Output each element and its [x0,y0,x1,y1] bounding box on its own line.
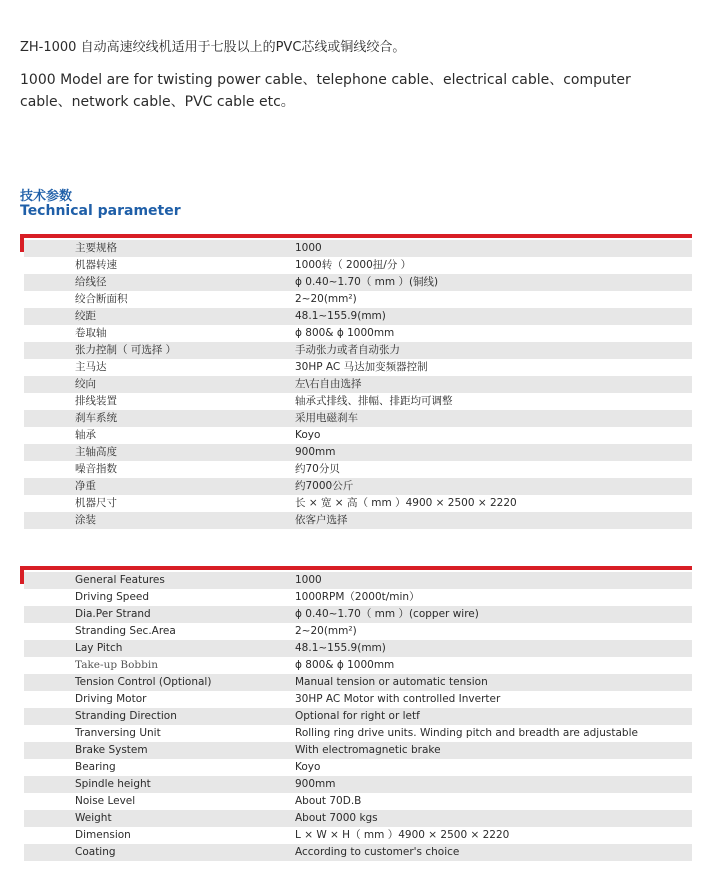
spec-value: 约70分贝 [295,463,340,475]
spec-rows-english [24,572,692,861]
table-row [24,376,692,393]
spec-label: 卷取轴 [75,327,107,339]
spec-value: 48.1~155.9(mm) [295,310,386,322]
table-header-bar [20,566,692,570]
spec-value: L × W × H（ mm ）4900 × 2500 × 2220 [295,829,510,841]
table-row [24,342,692,359]
spec-value: 长 × 宽 × 高（ mm ）4900 × 2500 × 2220 [295,497,517,509]
spec-value: Rolling ring drive units. Winding pitch and breadth are adjustable [295,727,638,739]
spec-label: Lay Pitch [75,642,123,654]
spec-label: 主要规格 [75,242,117,254]
spec-label: Stranding Sec.Area [75,625,176,637]
table-row [24,572,692,589]
spec-rows-chinese [24,240,692,529]
spec-value: 1000 [295,242,322,254]
table-row [24,240,692,257]
spec-value: 1000转（ 2000扭/分 ） [295,259,412,271]
spec-label: Noise Level [75,795,136,807]
spec-value: ϕ 0.40~1.70（ mm ）(铜线) [295,276,439,288]
spec-label: Driving Speed [75,591,150,603]
table-row [24,623,692,640]
section-title-english: Technical parameter [20,203,181,219]
spec-label: Driving Motor [75,693,147,705]
spec-label: Bearing [75,761,116,773]
spec-label: 机器转速 [75,259,117,271]
spec-label: 噪音指数 [75,463,117,475]
spec-label: 给线径 [75,276,107,288]
table-row [24,844,692,861]
table-row [24,461,692,478]
spec-label: Weight [75,812,112,824]
spec-value: Optional for right or letf [295,710,420,722]
table-row [24,393,692,410]
spec-value: Koyo [295,761,321,773]
spec-label: 刹车系统 [75,412,117,424]
spec-label: 绞向 [75,378,96,390]
table-row [24,606,692,623]
spec-label: 绞距 [75,310,96,322]
table-header-bar [20,234,692,238]
table-row [24,691,692,708]
spec-label: 轴承 [75,429,96,441]
table-row [24,657,692,674]
table-row [24,742,692,759]
table-row [24,759,692,776]
spec-value: 900mm [295,446,336,458]
spec-value: 1000 [295,574,322,586]
spec-label: Dimension [75,829,131,841]
table-row [24,793,692,810]
table-row [24,827,692,844]
spec-label: General Features [75,574,165,586]
spec-label: 绞合断面积 [75,293,128,305]
spec-value: Koyo [295,429,321,441]
spec-value: 约7000公斤 [295,480,354,492]
intro-text-english: 1000 Model are for twisting power cable、telephone cable、electrical cable、computer cable、network cable、PVC cable etc。 [20,72,631,110]
spec-value: 轴承式排线、排幅、排距均可调整 [295,395,453,407]
table-row [24,427,692,444]
spec-value: 30HP AC 马达加变频器控制 [295,361,428,373]
table-row [24,589,692,606]
spec-label: 机器尺寸 [75,497,117,509]
table-row [24,444,692,461]
table-row [24,308,692,325]
table-row [24,708,692,725]
spec-label: Brake System [75,744,148,756]
spec-value: ϕ 800& ϕ 1000mm [295,327,395,339]
table-row [24,274,692,291]
table-row [24,810,692,827]
spec-value: According to customer's choice [295,846,460,858]
spec-value: 采用电磁刹车 [295,412,358,424]
table-row [24,674,692,691]
spec-value: About 7000 kgs [295,812,378,824]
intro-text-chinese: ZH-1000 自动高速绞线机适用于七股以上的PVC芯线或铜线绞合。 [20,40,406,55]
table-row [24,478,692,495]
spec-label: 排线装置 [75,395,117,407]
spec-value: With electromagnetic brake [295,744,441,756]
spec-value: 900mm [295,778,336,790]
section-title-chinese: 技术参数 [20,189,73,204]
spec-value: 1000RPM（2000t/min） [295,591,420,603]
spec-label: Take-up Bobbin [75,659,158,671]
spec-label: Coating [75,846,116,858]
spec-label: Stranding Direction [75,710,177,722]
spec-value: 手动张力或者自动张力 [295,344,400,356]
table-row [24,257,692,274]
table-row [24,495,692,512]
spec-label: 主轴高度 [75,446,117,458]
table-row [24,410,692,427]
spec-label: Dia.Per Strand [75,608,151,620]
table-row [24,325,692,342]
spec-value: ϕ 0.40~1.70（ mm ）(copper wire) [295,608,479,620]
spec-label: Tranversing Unit [75,727,161,739]
spec-value: Manual tension or automatic tension [295,676,488,688]
spec-value: 2~20(mm²) [295,293,357,305]
table-row [24,776,692,793]
spec-label: 张力控制（ 可选择 ） [75,344,177,356]
spec-label: Tension Control (Optional) [75,676,212,688]
table-row [24,512,692,529]
spec-value: 48.1~155.9(mm) [295,642,386,654]
spec-value: 依客户选择 [295,514,348,526]
table-row [24,291,692,308]
spec-label: 净重 [75,480,96,492]
spec-label: 涂装 [75,514,96,526]
spec-label: Spindle height [75,778,151,790]
spec-value: ϕ 800& ϕ 1000mm [295,659,395,671]
table-row [24,725,692,742]
table-row [24,359,692,376]
spec-value: 左\右自由选择 [295,378,362,390]
table-row [24,640,692,657]
spec-value: 30HP AC Motor with controlled Inverter [295,693,501,705]
spec-value: 2~20(mm²) [295,625,357,637]
spec-label: 主马达 [75,361,107,373]
spec-value: About 70D.B [295,795,362,807]
